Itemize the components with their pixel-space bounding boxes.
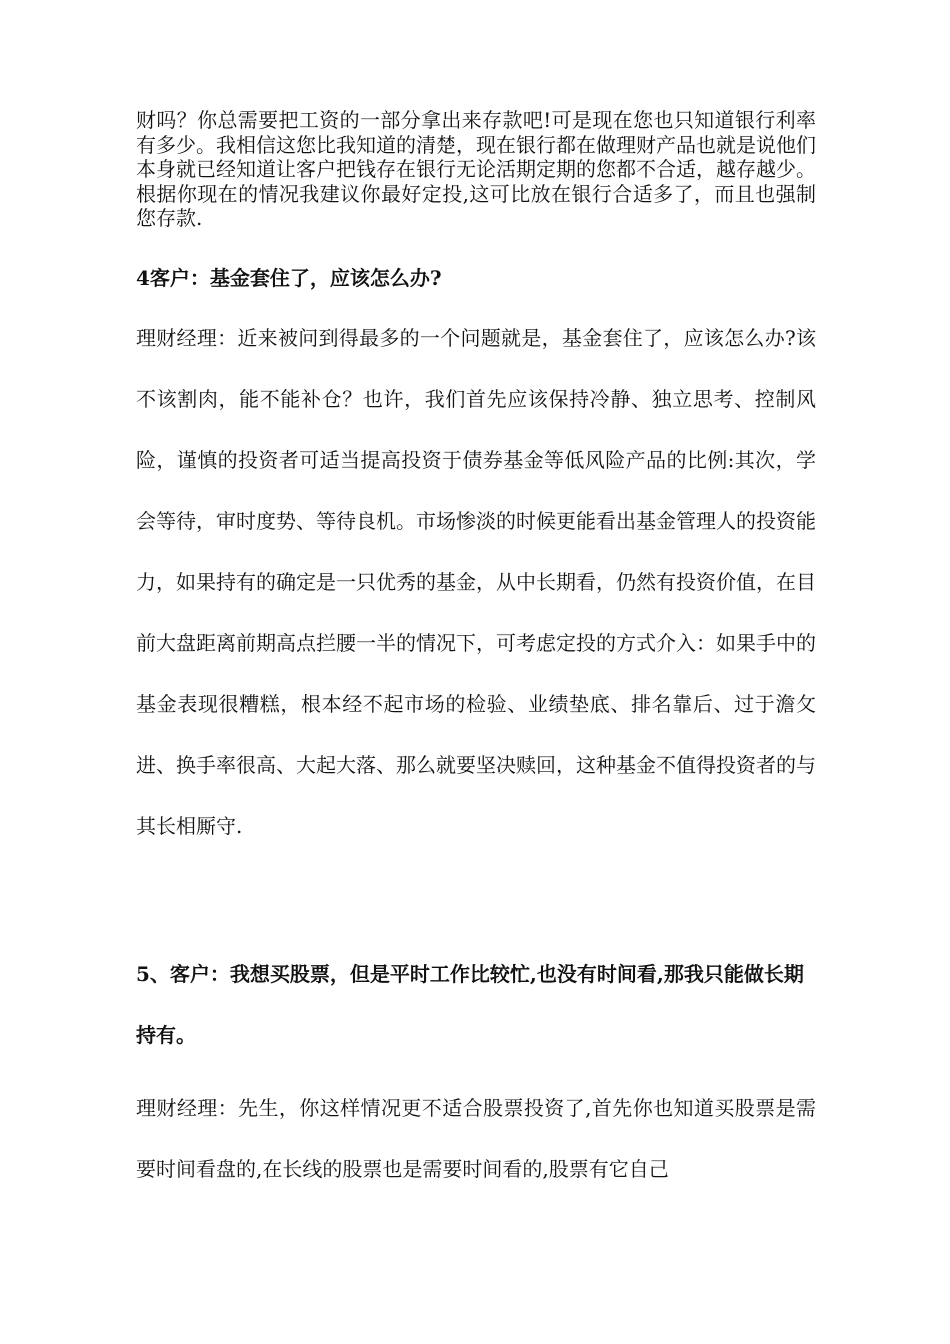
section-4-heading: 4客户：基金套住了，应该怎么办? <box>136 266 442 290</box>
section-4-answer: 理财经理：近来被问到得最多的一个问题就是，基金套住了，应该怎么办?该不该割肉，能不能补仓？也许，我们首先应该保持冷静、独立思考、控制风险，谨慎的投资者可适当提高投资于债券基金等低风险产品的比例:其次，学会等待，审时度势、等待良机。市场惨淡的时候更能看出基金管理人的投资能力，如果持有的确定是一只优秀的基金，从中长期看，仍然有投资价值，在目前大盘距离前期高点拦腰一半的情况下，可考虑定投的方式介入：如果手中的基金表现很糟糕，根本经不起市场的检验、业绩垫底、排名靠后、过于澹攵进、换手率很高、大起大落、那么就要坚决赎回，这种基金不值得投资者的与其长相厮守. <box>136 326 816 838</box>
intro-paragraph: 财吗？你总需要把工资的一部分拿出来存款吧!可是现在您也只知道银行利率有多少。我相信这您比我知道的清楚，现在银行都在做理财产品也就是说他们本身就已经知道让客户把钱存在银行无论活期定期的您都不合适，越存越少。根据你现在的情况我建议你最好定投,这可比放在银行合适多了，而且也强制您存款. <box>136 108 816 230</box>
section-5-answer: 理财经理：先生，你这样情况更不适合股票投资了,首先你也知道买股票是需要时间看盘的,在长线的股票也是需要时间看的,股票有它自己 <box>136 1096 816 1181</box>
section-5-heading: 5、客户：我想买股票，但是平时工作比较忙,也没有时间看,那我只能做长期持有。 <box>136 962 804 1047</box>
